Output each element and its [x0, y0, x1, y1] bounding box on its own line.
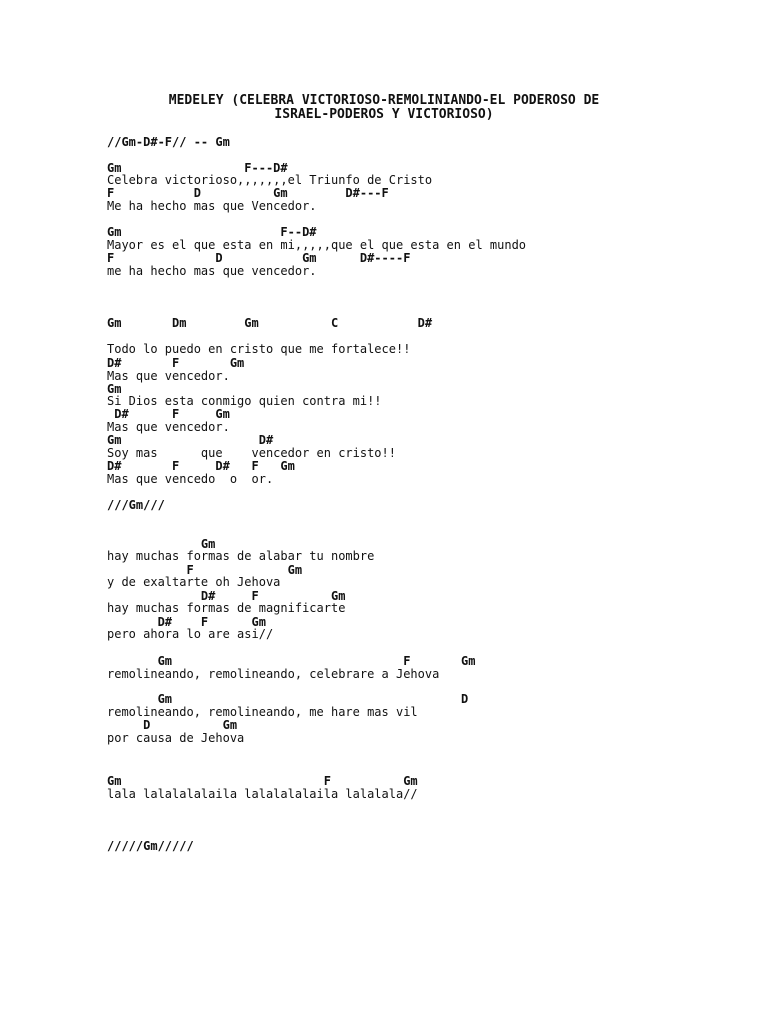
intro-chords: //Gm-D#-F// -- Gm — [107, 135, 230, 149]
outro-chords: /////Gm///// — [107, 839, 194, 853]
lyric-line: Soy mas que vencedor en cristo!! — [107, 446, 396, 460]
lyric-line: me ha hecho mas que vencedor. — [107, 264, 317, 278]
lyric-line: hay muchas formas de alabar tu nombre — [107, 549, 375, 563]
chord-line: D# F Gm — [107, 589, 346, 603]
chord-line: Gm — [107, 537, 216, 551]
chord-line: Gm F Gm — [107, 654, 476, 668]
lyric-line: Me ha hecho mas que Vencedor. — [107, 199, 317, 213]
interlude-chords: ///Gm/// — [107, 498, 165, 512]
chord-line: D# F Gm — [107, 407, 230, 421]
chord-line: D Gm — [107, 718, 238, 732]
song-title-line-1: MEDELEY (CELEBRA VICTORIOSO-REMOLINIANDO-EL PODEROSO DE — [168, 93, 600, 108]
chord-line: D# F Gm — [107, 356, 245, 370]
chord-line: F D Gm D#---F — [107, 186, 389, 200]
lyric-line: remolineando, remolineando, celebrare a Jehova — [107, 667, 440, 681]
chord-line: D# F D# F Gm — [107, 459, 295, 473]
chord-line: Gm — [107, 382, 122, 396]
chord-line: F Gm — [107, 563, 303, 577]
lyric-line: por causa de Jehova — [107, 731, 245, 745]
lyric-line: Si Dios esta conmigo quien contra mi!! — [107, 394, 382, 408]
lyric-line: Mas que vencedor. — [107, 420, 230, 434]
lyric-line: y de exaltarte oh Jehova — [107, 575, 281, 589]
chord-line: F D Gm D#----F — [107, 251, 411, 265]
chord-line: D# F Gm — [107, 615, 266, 629]
lyric-line: Mas que vencedor. — [107, 369, 230, 383]
chord-line: Gm D — [107, 692, 469, 706]
lyric-line: hay muchas formas de magnificarte — [107, 601, 346, 615]
chord-line: Gm F Gm — [107, 774, 418, 788]
lyric-line: Mas que vencedo o or. — [107, 472, 274, 486]
lyric-line: Todo lo puedo en cristo que me fortalece!! — [107, 342, 411, 356]
chord-line: Gm F---D# — [107, 161, 288, 175]
lyric-line: lala lalalalalaila lalalalalaila lalalala// — [107, 787, 418, 801]
song-title-line-2: ISRAEL-PODEROS Y VICTORIOSO) — [274, 107, 494, 122]
chord-line: Gm D# — [107, 433, 274, 447]
lyric-line: remolineando, remolineando, me hare mas vil — [107, 705, 418, 719]
lyric-line: Celebra victorioso,,,,,,,el Triunfo de Cristo — [107, 173, 433, 187]
chord-line: Gm Dm Gm C D# — [107, 316, 433, 330]
lyric-line: Mayor es el que esta en mi,,,,,que el que esta en el mundo — [107, 238, 527, 252]
lyric-line: pero ahora lo are asi// — [107, 627, 274, 641]
chord-line: Gm F--D# — [107, 225, 317, 239]
